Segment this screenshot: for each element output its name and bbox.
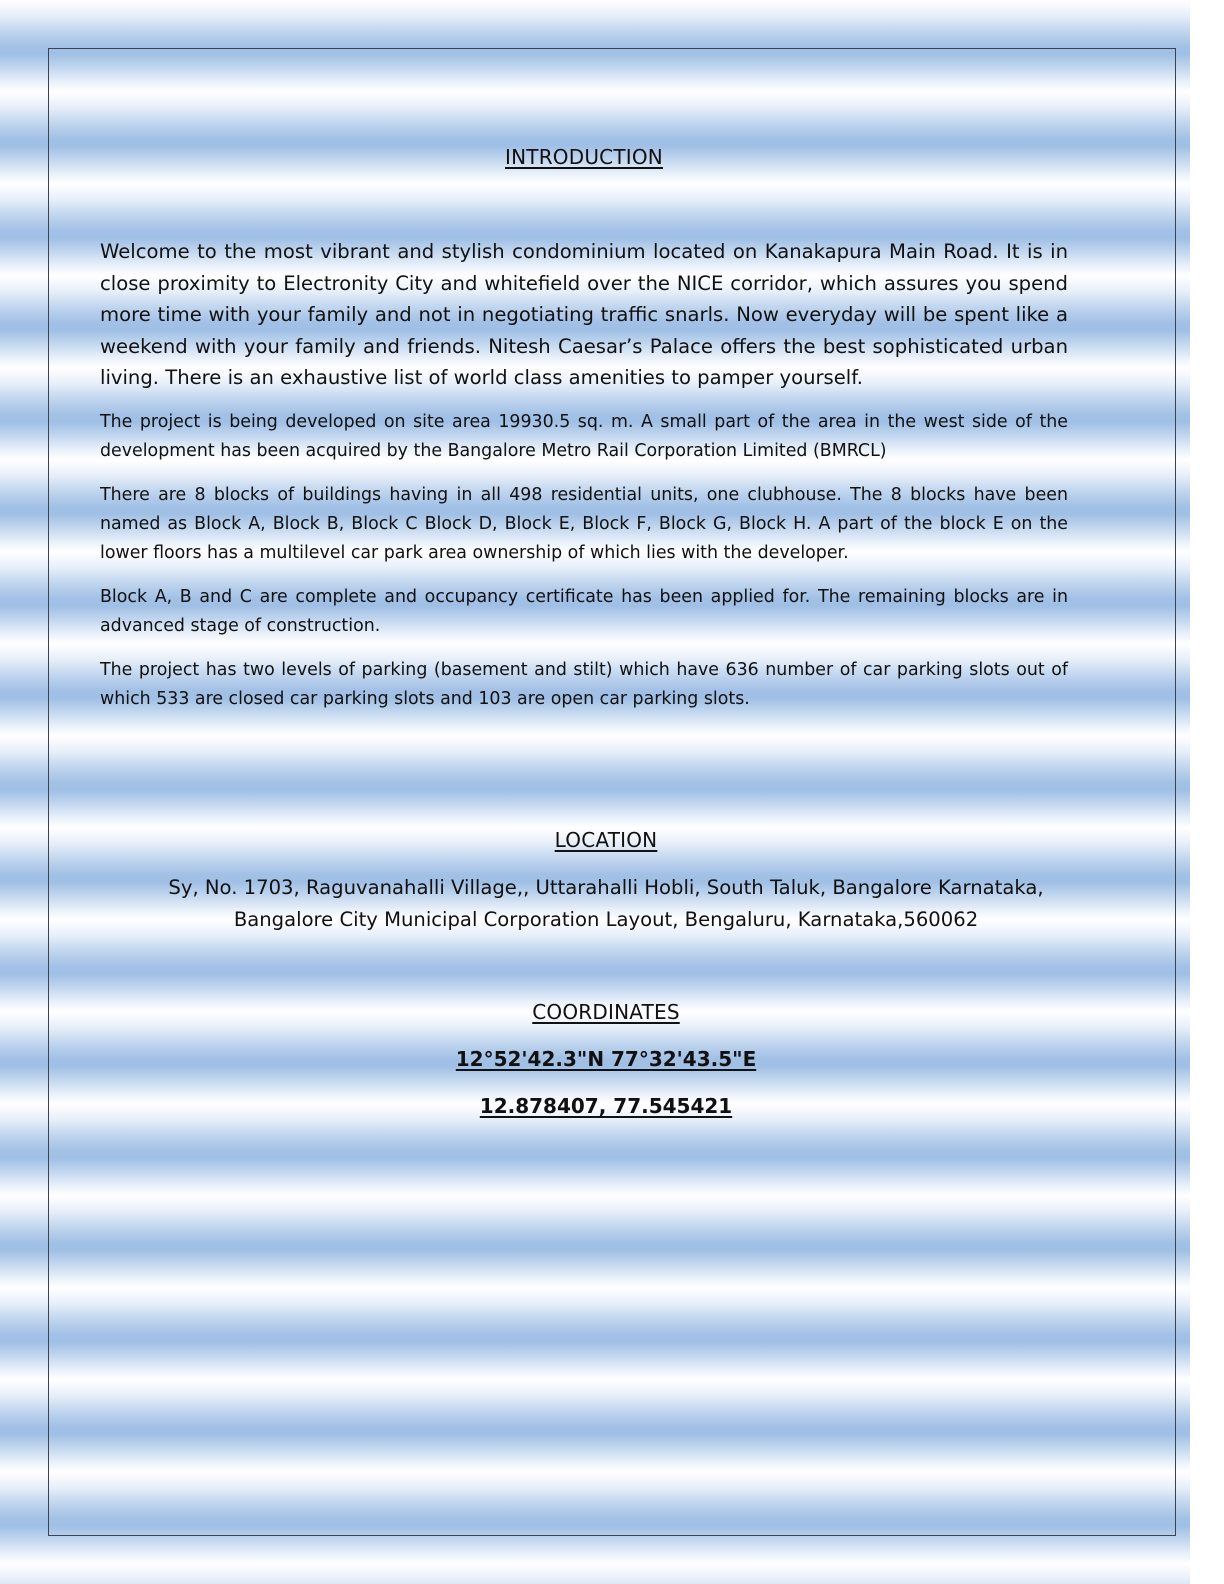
address-line-2: Bangalore City Municipal Corporation Layout, Bengaluru, Karnataka,560062 <box>233 907 979 931</box>
introduction-lead-paragraph: Welcome to the most vibrant and stylish condominium located on Kanakapura Main Road. It is in close proximity to Electronity City and whitefield over the NICE corridor, which assures you spend more time with your family and not in negotiating traffic snarls. Now everyday will be spent like a weekend with your family and friends. Nitesh Caesar’s Palace offers the best sophisticated urban living. There is an exhaustive list of world class amenities to pamper yourself. <box>100 240 1068 389</box>
completion-paragraph: Block A, B and C are complete and occupancy certificate has been applied for. The remaining blocks are in advanced stage of construction. <box>100 587 1068 636</box>
blocks-paragraph: There are 8 blocks of buildings having in all 498 residential units, one clubhouse. The 8 blocks have been named as Block A, Block B, Block C Block D, Block E, Block F, Block G, Block H. A part of the block E on the lower floors has a multilevel car park area ownership of which lies with the developer. <box>100 485 1068 563</box>
coordinates-decimal: 12.878407, 77.545421 <box>479 1094 733 1118</box>
site-area-paragraph: The project is being developed on site area 19930.5 sq. m. A small part of the area in the west side of the development has been acquired by the Bangalore Metro Rail Corporation Limited (BMRCL) <box>100 412 1068 461</box>
coordinates-heading: COORDINATES <box>532 1000 680 1024</box>
introduction-paragraph-4-block <box>100 656 1068 714</box>
page-margin-strip <box>1190 0 1224 1584</box>
parking-paragraph: The project has two levels of parking (basement and stilt) which have 636 number of car parking slots out of which 533 are closed car parking slots and 103 are open car parking slots. <box>100 660 1068 709</box>
location-address <box>140 872 1072 935</box>
address-line-1: Sy, No. 1703, Raguvanahalli Village,, Uttarahalli Hobli, South Taluk, Bangalore Karnataka, <box>168 876 1044 899</box>
introduction-paragraph-1-block <box>100 408 1068 466</box>
introduction-paragraph-3-block <box>100 583 1068 641</box>
introduction-heading: INTRODUCTION <box>505 145 663 169</box>
coordinates-dms: 12°52'42.3"N 77°32'43.5"E <box>455 1047 757 1071</box>
introduction-paragraph-2-block <box>100 481 1068 568</box>
location-heading: LOCATION <box>554 828 658 852</box>
introduction-lead-block <box>100 236 1068 394</box>
